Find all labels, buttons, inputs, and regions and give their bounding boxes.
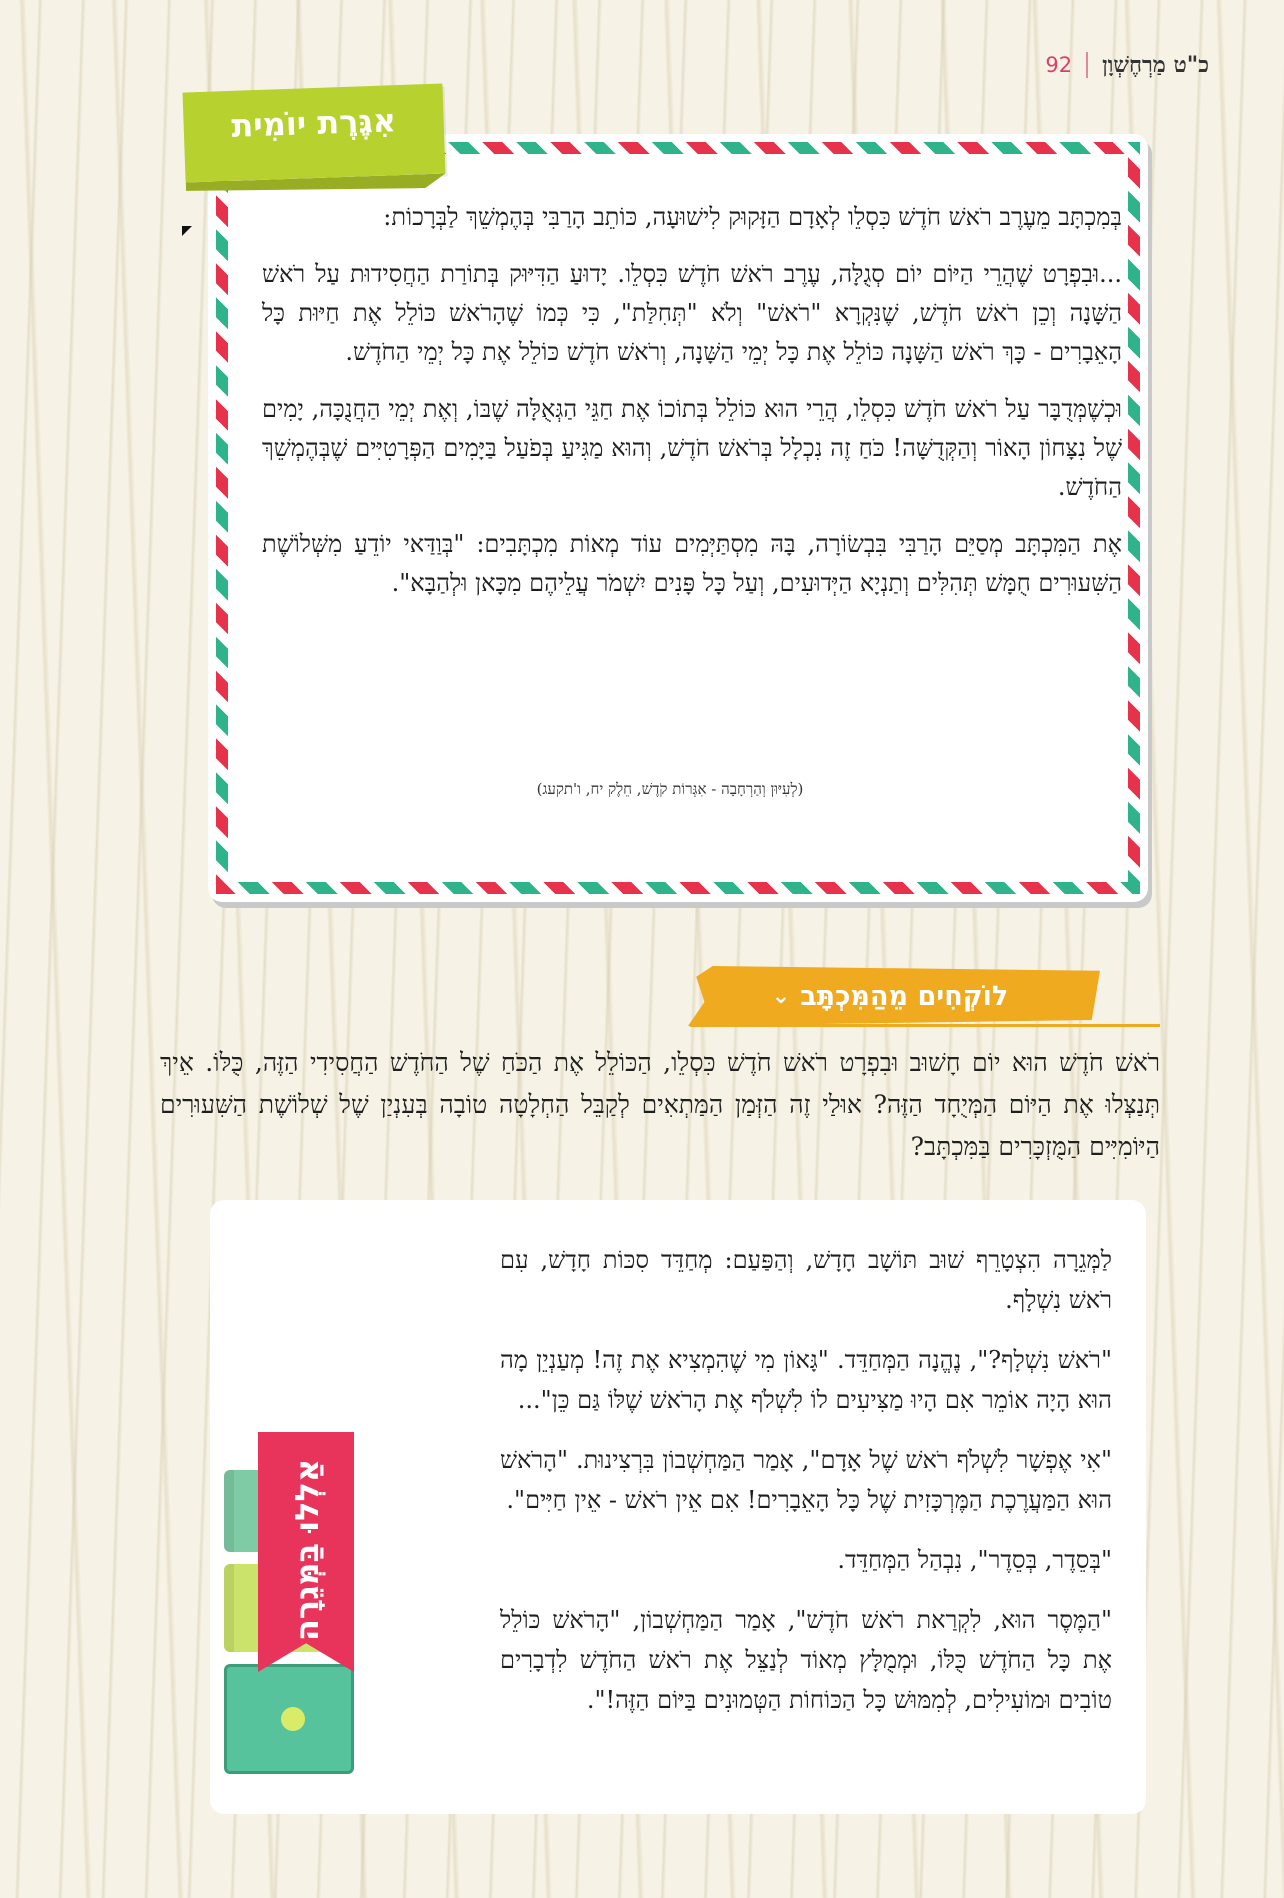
- corner-triangle-icon: [182, 226, 192, 236]
- page-header: [1045, 52, 1209, 78]
- section-intro: רֹאשׁ חֹדֶשׁ הוּא יוֹם חָשׁוּב וּבִפְרָט רֹאשׁ חֹדֶשׁ כִּסְלֵו, הַכּוֹלֵל אֶת הַכֹּחַ שֶׁל הַחֹדֶשׁ הַחֲסִידִי הַזֶּה, כֻּלּוֹ. אֵיךְ תְּנַצְּלוּ אֶת הַיּוֹם הַמְּיֻחָד הַזֶּה? אוּלַי זֶה הַזְּמַן הַמַּתְאִים לְקַבֵּל הַחְלָטָה טוֹבָה בְּעִנְיַן שֶׁל שְׁלוֹשֶׁת הַשִּׁעוּרִים הַיּוֹמִיִּים הַמֻּזְכָּרִים בַּמִּכְתָּב?: [160, 1048, 1160, 1161]
- daily-letter-tag-label: אִגֶּרֶת יוֹמִית: [230, 101, 397, 145]
- page-number: 92: [1045, 53, 1073, 77]
- letter-body: [262, 198, 1122, 621]
- letter-paragraph: וּכְשֶׁמְּדֻבָּר עַל רֹאשׁ חֹדֶשׁ כִּסְלֵו, הֲרֵי הוּא כּוֹלֵל בְּתוֹכוֹ אֶת חַגֵּי הַגְּאֻלָּה שֶׁבּוֹ, וְאֶת יְמֵי הַחֲנֻכָּה, יָמִים שֶׁל נִצָּחוֹן הָאוֹר וְהַקְּדֻשָּׁה! כֹּחַ זֶה נִכְלָל בְּרֹאשׁ חֹדֶשׁ, וְהוּא מַגִּיעַ בְּפֹעַל בַּיָּמִים הַפְּרָטִיִּים שֶׁבְּהֶמְשֵׁךְ הַחֹדֶשׁ.: [262, 395, 1122, 501]
- story-ribbon-label: אַלְלוּ בַּמְּגֵרָה: [288, 1458, 327, 1642]
- double-chevron-down-icon: ⌄: [771, 983, 791, 1009]
- letter-paragraph: ...וּבִפְרָט שֶׁהֲרֵי הַיּוֹם יוֹם סְגֻלָּה, עֶרֶב רֹאשׁ חֹדֶשׁ כִּסְלֵו. יָדוּעַ הַדִּיּוּק בְּתוֹרַת הַחֲסִידוּת עַל רֹאשׁ הַשָּׁנָה וְכֵן רֹאשׁ חֹדֶשׁ, שֶׁנִּקְרָא "רֹאשׁ" וְלֹא "תְּחִלַּת", כִּי כְּמוֹ שֶׁהָרֹאשׁ כּוֹלֵל אֶת חַיּוּת כָּל הָאֵבָרִים - כָּךְ רֹאשׁ הַשָּׁנָה כּוֹלֵל אֶת כָּל יְמֵי הַשָּׁנָה, וְרֹאשׁ חֹדֶשׁ כּוֹלֵל אֶת כָּל יְמֵי הַחֹדֶשׁ.: [262, 260, 1122, 366]
- daily-letter-tag: [183, 83, 446, 182]
- section-banner-title: [700, 968, 1080, 1024]
- story-ribbon-title: [232, 1440, 382, 1660]
- header-divider: [1086, 52, 1088, 78]
- story-paragraph: "רֹאשׁ נִשְׁלָף?", נֶהֱנָה הַמְּחַדֵּד. "גָּאוֹן מִי שֶׁהִמְצִיא אֶת זֶה! מְעַנְיֵן מָה הוּא הָיָה אוֹמֵר אִם הָיוּ מַצִּיעִים לוֹ לִשְׁלֹף אֶת הָרֹאשׁ שֶׁלּוֹ גַּם כֵּן"...: [500, 1346, 1112, 1414]
- story-paragraph: "הַמֶּסֶר הוּא, לִקְרַאת רֹאשׁ חֹדֶשׁ", אָמַר הַמַּחְשְׁבוֹן, "הָרֹאשׁ כּוֹלֵל אֶת כָּל הַחֹדֶשׁ כֻּלּוֹ, וּמְמֻלָּץ מְאוֹד לְנַצֵּל אֶת רֹאשׁ הַחֹדֶשׁ לִדְבָרִים טוֹבִים וּמוֹעִילִים, לְמִמּוּשׁ כָּל הַכּוֹחוֹת הַטְּמוּנִים בַּיּוֹם הַזֶּה!".: [500, 1606, 1112, 1714]
- story-paragraph: "אִי אֶפְשָׁר לִשְׁלֹף רֹאשׁ שֶׁל אָדָם", אָמַר הַמַּחְשְׁבוֹן בִּרְצִינוּת. "הָרֹאשׁ הוּא הַמַּעֲרֶכֶת הַמֶּרְכָּזִית שֶׁל כָּל הָאֵבָרִים! אִם אֵין רֹאשׁ - אֵין חַיִּים".: [500, 1446, 1112, 1514]
- letter-source: (לְעִיּוּן וְהַרְחָבָה - אִגְּרוֹת קֹדֶשׁ, חֵלֶק יח, ו'תקעג): [536, 780, 804, 798]
- hebrew-date: כ"ט מַרְחֶשְׁוָן: [1102, 52, 1209, 78]
- drawer-bottom: [224, 1664, 354, 1774]
- story-paragraph: לַמְּגֵרָה הִצְטָרֵף שׁוּב תּוֹשָׁב חָדָשׁ, וְהַפַּעַם: מְחַדֵּד סִכּוֹת חָדָשׁ, עִם רֹאשׁ נִשְׁלָף.: [500, 1246, 1112, 1314]
- story-paragraph: "בְּסֵדֶר, בְּסֵדֶר", נִבְהַל הַמְּחַדֵּד.: [837, 1546, 1112, 1574]
- section-banner-label: לוֹקְחִים מֵהַמִּכְתָּב: [800, 980, 1009, 1012]
- letter-paragraph: בְּמִכְתָּב מֵעֶרֶב רֹאשׁ חֹדֶשׁ כִּסְלֵו לְאָדָם הַזָּקוּק לִישׁוּעָה, כּוֹתֵב הָרַבִּי בְּהֶמְשֵׁךְ לַבְּרָכוֹת:: [383, 203, 1122, 231]
- story-body: [500, 1240, 1112, 1740]
- drawer-knob-icon: [281, 1707, 305, 1731]
- section-underline: [690, 1024, 1160, 1027]
- letter-paragraph: אֶת הַמִּכְתָּב מְסַיֵּם הָרַבִּי בִּבְשׂוֹרָה, בָּהּ מִסְתַּיְּמִים עוֹד מְאוֹת מִכְתָּבִים: "בְּוַדַּאי יוֹדֵעַ מִשְּׁלוֹשֶׁת הַשִּׁעוּרִים חֻמָּשׁ תְּהִלִּים וְתַנְיָא הַיְּדוּעִים, וְעַל כָּל פָּנִים יִשְׁמֹר עֲלֵיהֶם מִכָּאן וּלְהַבָּא".: [262, 530, 1122, 597]
